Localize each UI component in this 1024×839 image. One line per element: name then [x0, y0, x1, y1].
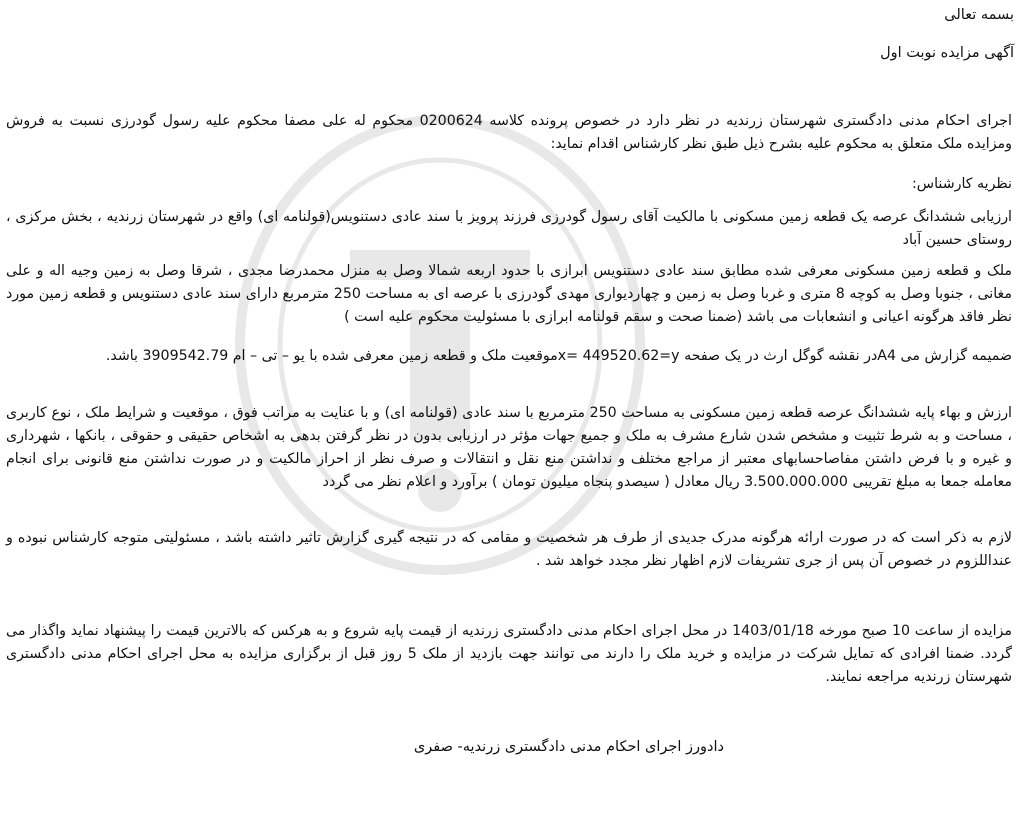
bismillah-heading: بسمه تعالی	[944, 7, 1014, 23]
auction-details-paragraph: مزایده از ساعت 10 صبح مورخه 1403/01/18 در محل اجرای احکام مدنی دادگستری زرندیه از قیمت پایه شروع و به هرکس که بالاترین قیمت را پیشنهاد نماید واگذار می گردد. ضمنا افرادی که تمایل شرکت در مزایده و خرید ملک را دارند می توانند جهت بازدید از ملک 5 روز قبل از برگزاری مزایده به محل اجرای احکام مدنی دادگستری شهرستان زرندیه مراجعه نمایند.	[6, 623, 1012, 685]
notice-title: آگهی مزایده نوبت اول	[880, 45, 1014, 61]
expert-opinion-heading: نظریه کارشناس:	[912, 176, 1012, 192]
signature-line: دادورز اجرای احکام مدنی دادگستری زرندیه- صفری	[413, 739, 724, 755]
boundaries-paragraph: ملک و قطعه زمین مسکونی معرفی شده مطابق سند عادی دستنویس ابرازی با حدود اربعه شمالا وصل به منزل محمدرضا مجدی ، شرقا وصل به زمین وجیه اله و علی مغانی ، جنوبا وصل به کوچه 8 متری و غربا وصل به زمین و چهاردیواری مهدی گودرزی با عرصه ای به مساحت 250 مترمربع دارای سند عادی دستنویس و قطعه زمین مورد نظر فاقد هرگونه اعیانی و انشعابات می باشد (ضمنا صحت و سقم قولنامه ابرازی با مسئولیت محکوم علیه است )	[6, 263, 1012, 325]
intro-paragraph: اجرای احکام مدنی دادگستری شهرستان زرندیه در نظر دارد در خصوص پرونده کلاسه 0200624 محکوم له علی مصفا محکوم علیه رسول گودرزی نسبت به فروش ومزایده ملک متعلق به محکوم علیه بشرح ذیل طبق نظر کارشناس اقدام نماید:	[6, 113, 1012, 152]
valuation-paragraph: ارزش و بهاء پایه ششدانگ عرصه قطعه زمین مسکونی به مساحت 250 مترمربع با سند عادی (قولنامه ای) و با عنایت به مراتب فوق ، موقعیت و شرایط ملک ، نوع کاربری ، مساحت و به شرط تثبیت و مشخص شدن شارع مشرف به ملک و جمیع جهات مؤثر در ارزیابی بدون در نظر گرفتن بدهی به اشخاص حقیقی و حقوقی ، بانکها ، شهرداری و غیره و با فرض داشتن مفاصاحسابهای معتبر از مراجع مختلف و نداشتن منع نقل و انتقالات و صرف نظر از احراز مالکیت و در صورت نداشتن منع قانونی برای انجام معامله جمعا به مبلغ تقریبی 3.500.000.000 ریال معادل ( سیصدو پنجاه میلیون تومان ) برآورد و اعلام نظر می گردد	[6, 405, 1012, 490]
coordinates-paragraph: ضمیمه گزارش می A4در نقشه گوگل ارث در یک صفحه x= 449520.62=yموقعیت ملک و قطعه زمین معرفی شده با یو – تی – ام 3909542.79 باشد.	[105, 348, 1012, 364]
appraisal-paragraph: ارزیابی ششدانگ عرصه یک قطعه زمین مسکونی با مالکیت آقای رسول گودرزی فرزند پرویز با سند عادی دستنویس(قولنامه ای) واقع در شهرستان زرندیه ، بخش مرکزی ، روستای حسین آباد	[6, 209, 1012, 248]
disclaimer-paragraph: لازم به ذکر است که در صورت ارائه هرگونه مدرک جدیدی از طرف هر شخصیت و مقامی که در نتیجه گیری گزارش تاثیر داشته باشد ، مسئولیتی متوجه کارشناس نبوده و عنداللزوم در خصوص آن پس از جری تشریفات لازم اظهار نظر مجدد خواهد شد .	[6, 530, 1012, 569]
